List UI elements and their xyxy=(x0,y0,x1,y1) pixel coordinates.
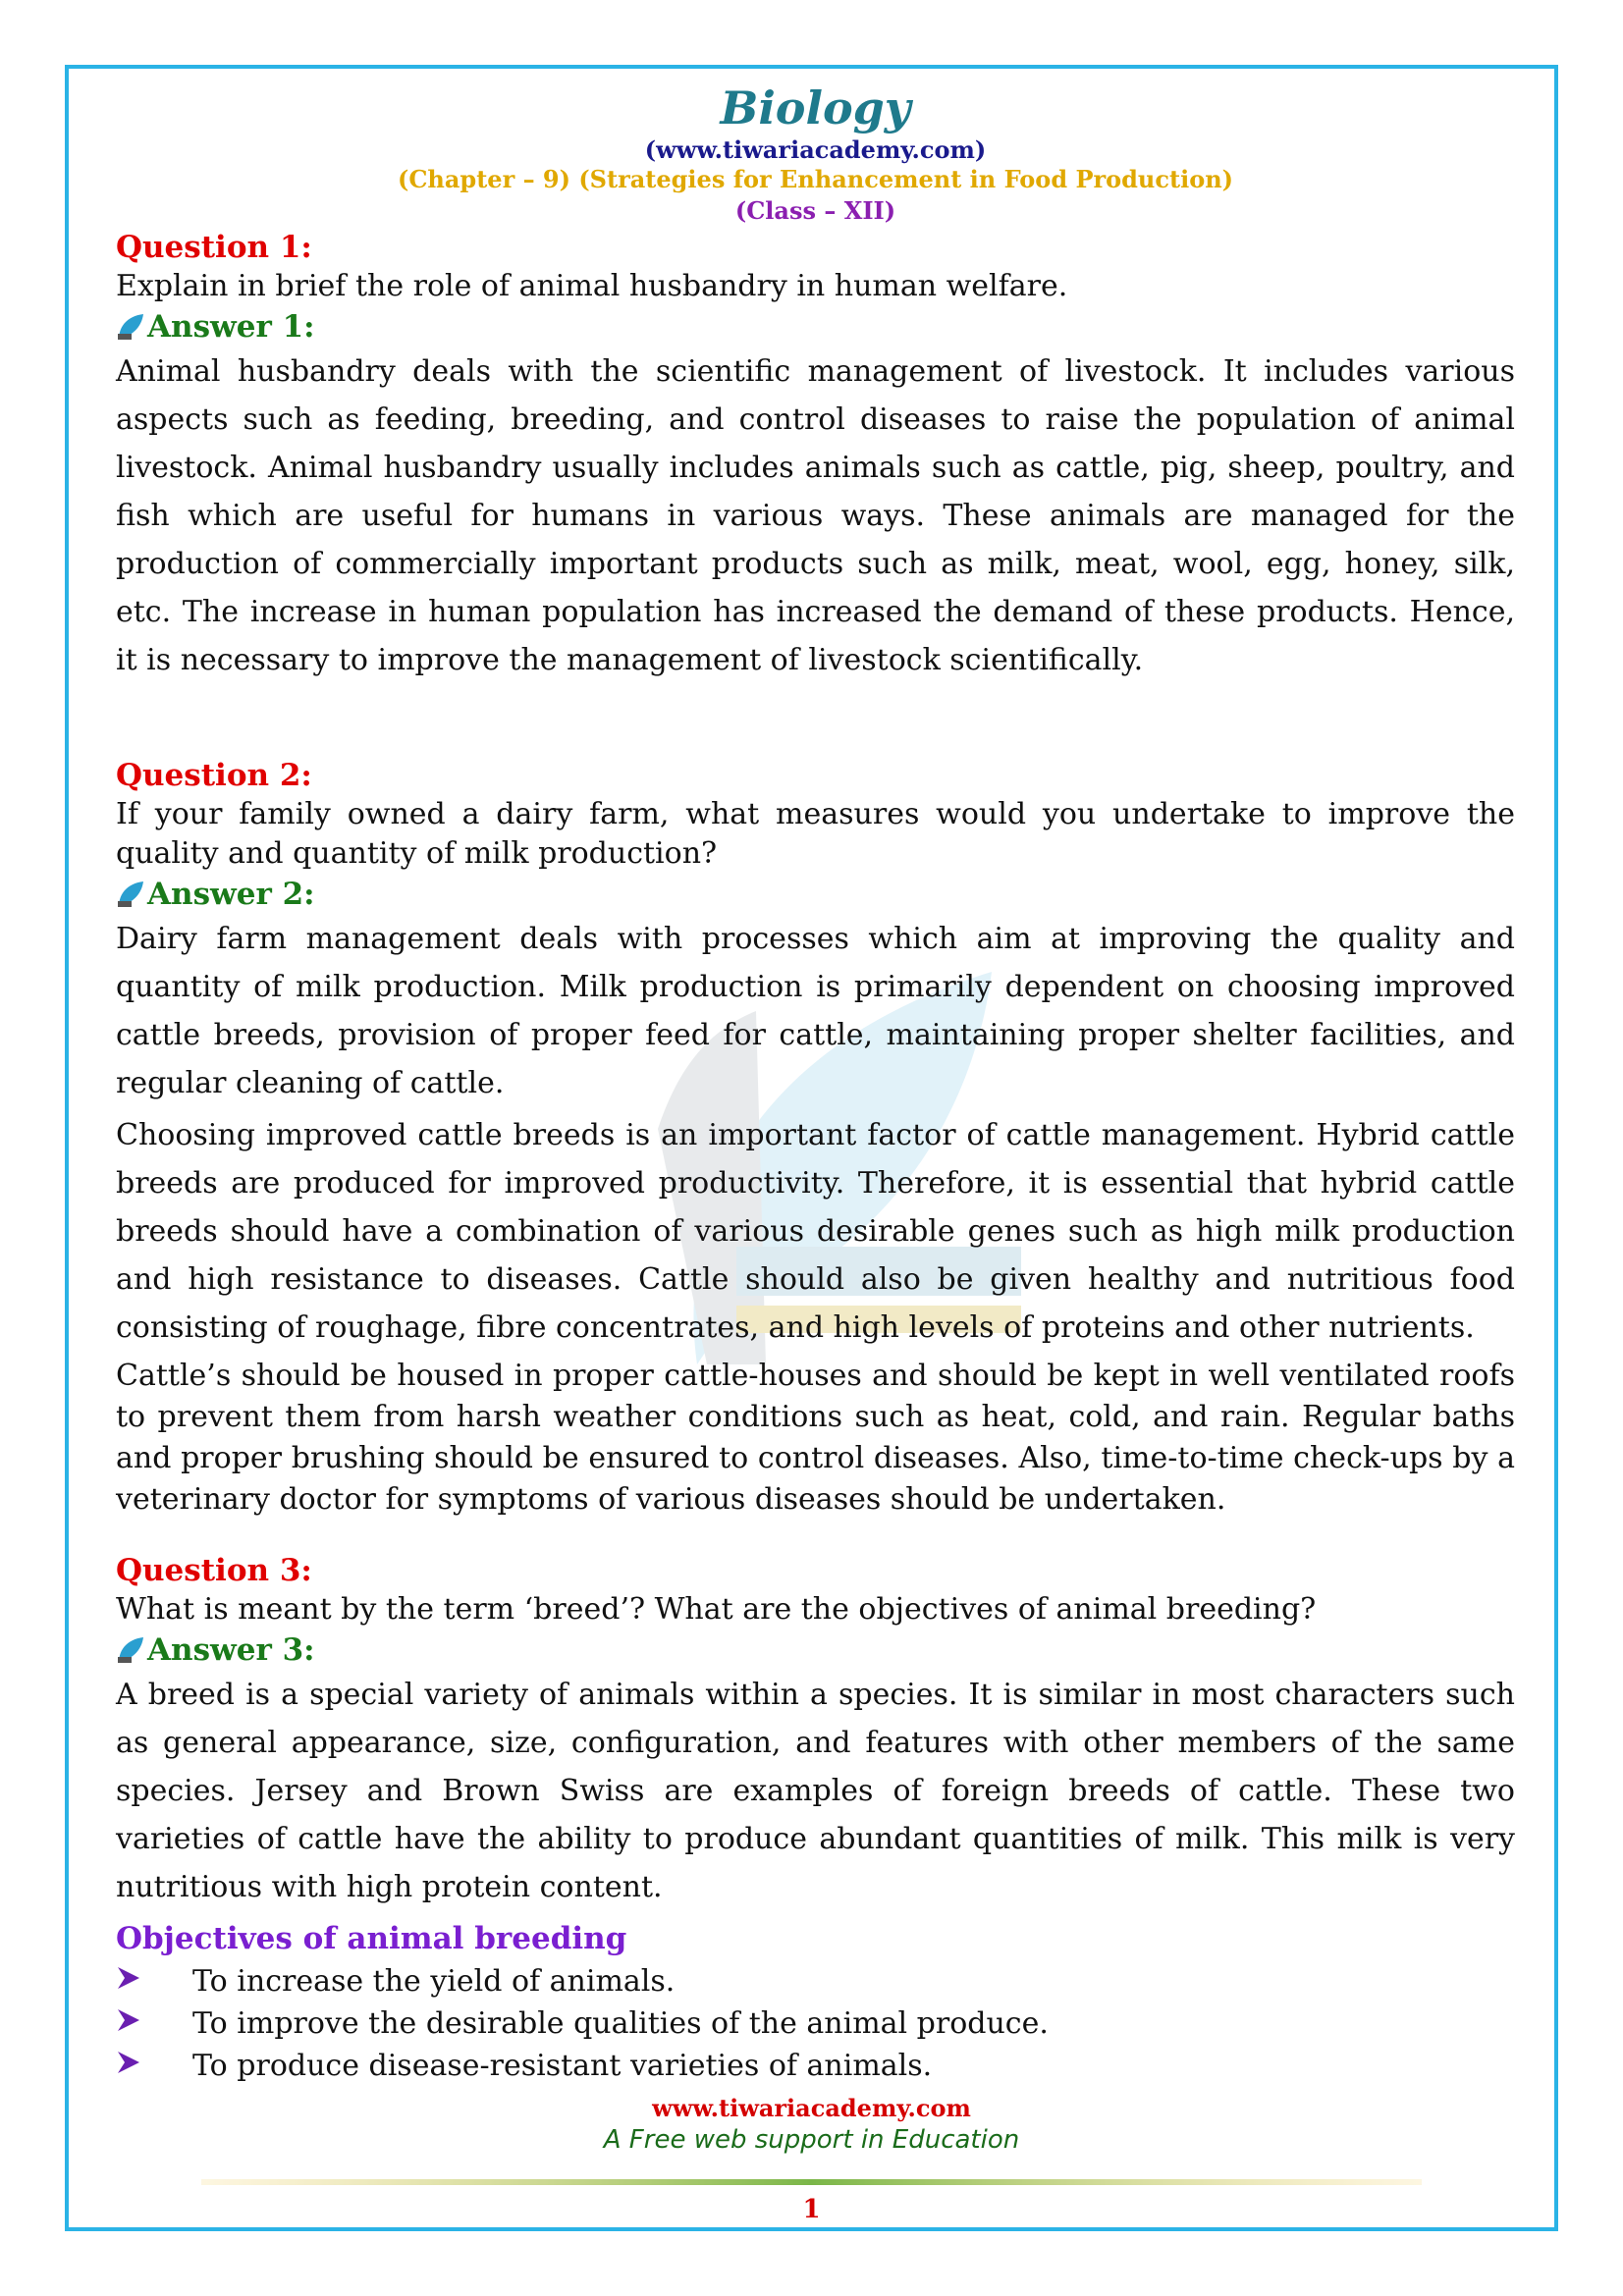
objective-text: To increase the yield of animals. xyxy=(192,1964,676,1999)
question-2-block xyxy=(116,756,1515,1521)
question-1-heading: Question 1: xyxy=(116,230,312,265)
answer-2-paragraph-1: Dairy farm management deals with processes which aim at improving the quality and quantity of milk production. Milk production is primarily dependent on choosing improved cattle breeds, provision of proper feed for cattle, maintaining proper shelter facilities, and regular cleaning of cattle. xyxy=(116,922,1515,1100)
answer-2-heading xyxy=(116,874,1515,915)
leaf-logo-icon xyxy=(116,312,145,342)
arrow-bullet-icon xyxy=(116,2045,192,2087)
objectives-heading: Objectives of animal breeding xyxy=(116,1921,627,1956)
list-item xyxy=(116,1960,1515,2002)
leaf-logo-icon xyxy=(116,1635,145,1665)
answer-1-text: Animal husbandry deals with the scientific management of livestock. It includes various aspects such as feeding, breeding, and control diseases to raise the population of animal livestock. Animal husbandry usually includes animals such as cattle, pig, sheep, poultry, and fish which are useful for humans in various ways. These animals are managed for the production of commercially important products such as milk, meat, wool, egg, honey, silk, etc. The increase in human population has increased the demand of these products. Hence, it is necessary to improve the management of livestock scientifically. xyxy=(116,354,1515,677)
question-3-block xyxy=(116,1551,1515,2087)
page-number: 1 xyxy=(802,2195,821,2224)
objective-text: To produce disease-resistant varieties of animals. xyxy=(192,2049,933,2083)
answer-2-paragraph-2: Choosing improved cattle breeds is an important factor of cattle management. Hybrid cattle breeds are produced for improved productivity. Therefore, it is essential that hybrid cattle breeds should have a combination of various desirable genes such as high milk production and high resistance to diseases. Cattle should also be given healthy and nutritious food consisting of roughage, fibre concentrates, and high levels of proteins and other nutrients. xyxy=(116,1118,1515,1345)
answer-2-label: Answer 2: xyxy=(147,877,315,912)
question-3-heading: Question 3: xyxy=(116,1553,312,1588)
answer-3-text: A breed is a special variety of animals within a species. It is similar in most characters such as general appearance, size, configuration, and features with other members of the same species. Jersey and Brown Swiss are examples of foreign breeds of cattle. These two varieties of cattle have the ability to produce abundant quantities of milk. This milk is very nutritious with high protein content. xyxy=(116,1678,1515,1904)
answer-3-label: Answer 3: xyxy=(147,1632,315,1668)
question-1-text: Explain in brief the role of animal husbandry in human welfare. xyxy=(116,269,1068,303)
answer-3-heading xyxy=(116,1629,1515,1671)
footer-website: www.tiwariacademy.com xyxy=(652,2094,971,2122)
objectives-list xyxy=(116,1960,1515,2087)
footer-tagline: A Free web support in Education xyxy=(603,2125,1020,2155)
question-2-heading: Question 2: xyxy=(116,758,312,793)
class-label: (Class – XII) xyxy=(734,196,896,225)
list-item xyxy=(116,2045,1515,2087)
answer-1-heading xyxy=(116,306,1515,347)
page-footer xyxy=(0,2093,1623,2156)
arrow-bullet-icon xyxy=(116,2002,192,2045)
question-2-text: If your family owned a dairy farm, what measures would you undertake to improve the quality and quantity of milk production? xyxy=(116,797,1515,871)
arrow-bullet-icon xyxy=(116,1960,192,2002)
chapter-title: (Chapter – 9) (Strategies for Enhancement in Food Production) xyxy=(397,165,1234,193)
leaf-logo-icon xyxy=(116,880,145,909)
list-item xyxy=(116,2002,1515,2045)
footer-divider xyxy=(201,2179,1422,2185)
document-header xyxy=(116,80,1515,226)
question-3-text: What is meant by the term ‘breed’? What are the objectives of animal breeding? xyxy=(116,1592,1317,1627)
subject-title: Biology xyxy=(720,81,911,134)
header-website: (www.tiwariacademy.com) xyxy=(644,135,987,164)
objective-text: To improve the desirable qualities of the animal produce. xyxy=(192,2006,1049,2041)
question-1-block xyxy=(116,228,1515,684)
answer-1-label: Answer 1: xyxy=(147,309,315,345)
answer-2-paragraph-3: Cattle’s should be housed in proper cattle-houses and should be kept in well ventilated roofs to prevent them from harsh weather conditions such as heat, cold, and rain. Regular baths and proper brushing should be ensured to control diseases. Also, time-to-time check-ups by a veterinary doctor for symptoms of various diseases should be undertaken. xyxy=(116,1359,1515,1517)
